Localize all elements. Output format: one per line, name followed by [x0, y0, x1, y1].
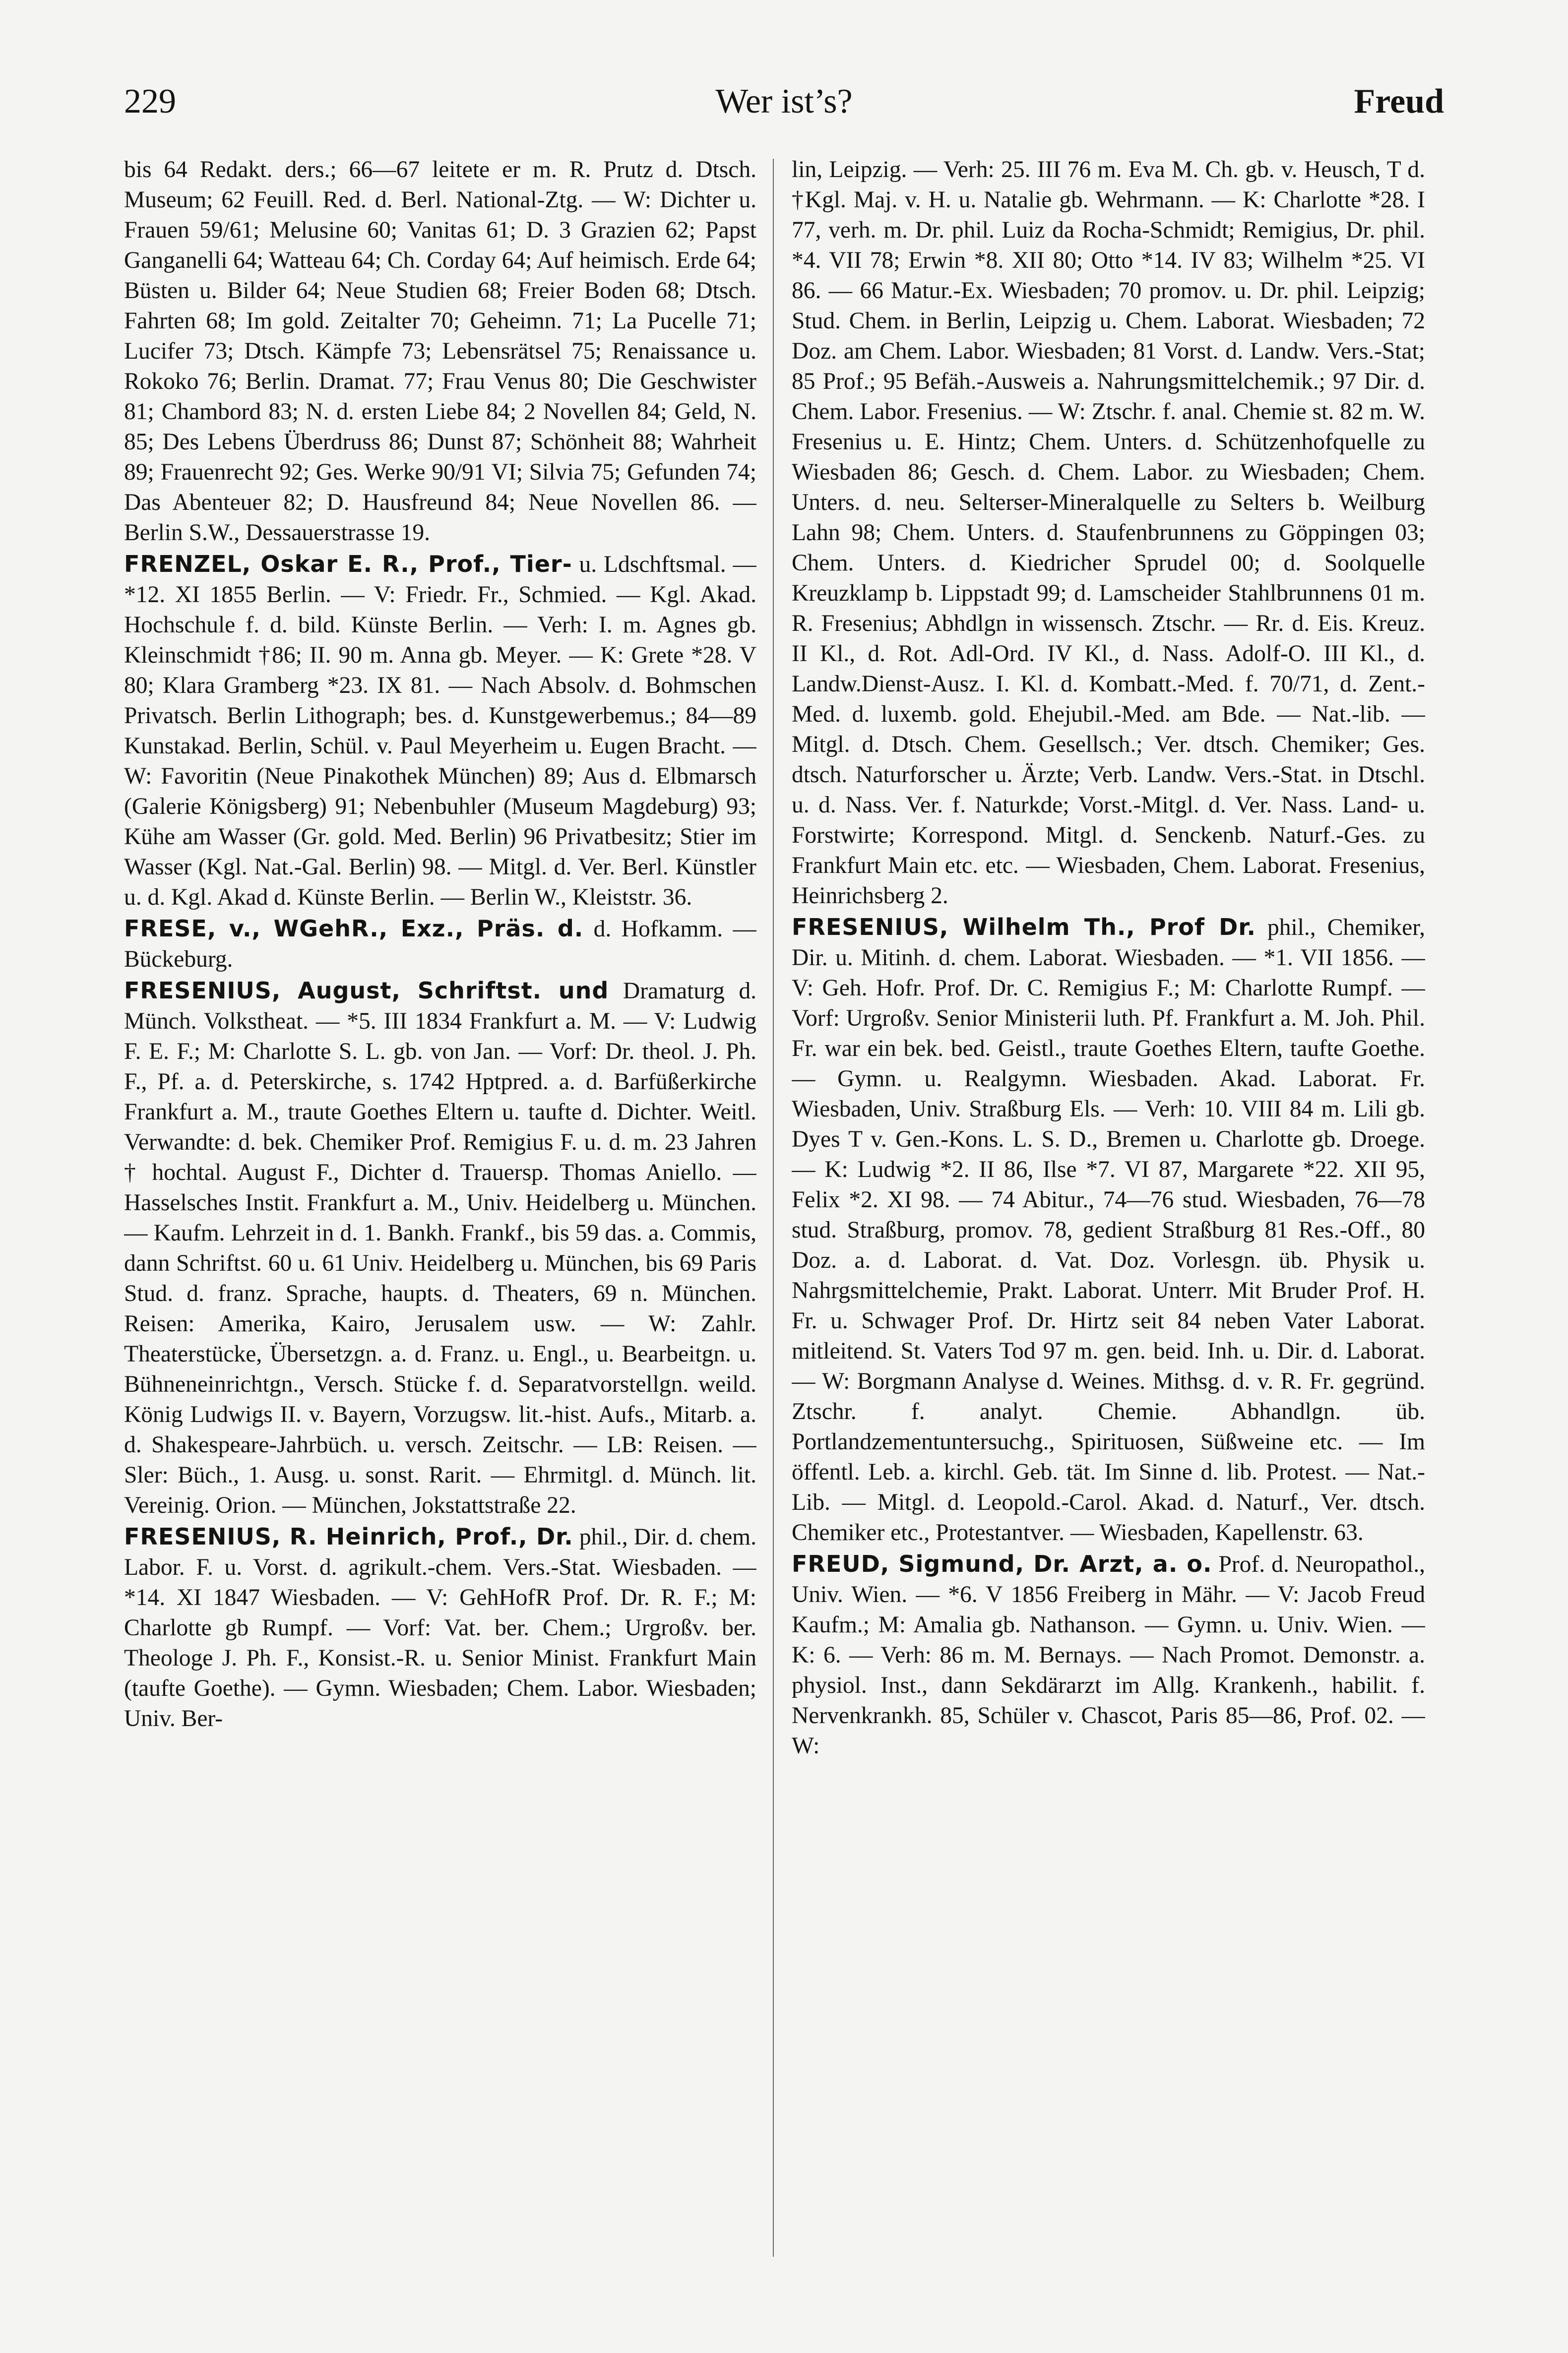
entry [124, 549, 756, 913]
entry-text: bis 64 Redakt. ders.; 66—67 leitete er m. R. Prutz d. Dtsch. Museum; 62 Feuill. Red. d. Berl. National-Ztg. — W: Dichter u. Frauen 59/61; Melusine 60; Vanitas 61; D. 3 Grazien 62; Papst Ganganelli 64; Watteau 64; Ch. Corday 64; Auf heimisch. Erde 64; Büsten u. Bilder 64; Neue Studien 68; Freier Boden 68; Dtsch. Fahrten 68; Im gold. Zeitalter 70; Geheimn. 71; La Pucelle 71; Lucifer 73; Dtsch. Kämpfe 73; Lebensrätsel 75; Renaissance u. Rokoko 76; Berlin. Dramat. 77; Frau Venus 80; Die Geschwister 81; Chambord 83; N. d. ersten Liebe 84; 2 Novellen 84; Geld, N. 85; Des Lebens Überdruss 86; Dunst 87; Schönheit 88; Wahrheit 89; Frauenrecht 92; Ges. Werke 90/91 VI; Silvia 75; Gefunden 74; Das Abenteuer 82; D. Hausfreund 84; Neue Novellen 86. — Berlin S.W., Dessauerstrasse 19. [124, 157, 756, 546]
entry [124, 914, 756, 975]
entry-text: Dramaturg d. Münch. Volkstheat. — *5. III 1834 Frankfurt a. M. — V: Ludwig F. E. F.; M: Charlotte S. L. gb. von Jan. — Vorf: Dr. theol. J. Ph. F., Pf. a. d. Peterskirche, s. 1742 Hptpred. a. d. Barfüßerkirche Frankfurt a. M., traute Goethes Eltern u. taufte d. Dichter. Weitl. Verwandte: d. bek. Chemiker Prof. Remigius F. u. d. m. 23 Jahren † hochtal. August F., Dichter d. Trauersp. Thomas Aniello. — Hasselsches Instit. Frankfurt a. M., Univ. Heidelberg u. München. — Kaufm. Lehrzeit in d. 1. Bankh. Frankf., bis 59 das. a. Commis, dann Schriftst. 60 u. 61 Univ. Heidelberg u. München, bis 69 Paris Stud. d. franz. Sprache, haupts. d. Theaters, 69 n. München. Reisen: Amerika, Kairo, Jerusalem usw. — W: Zahlr. Theaterstücke, Übersetzgn. a. d. Franz. u. Engl., u. Bearbeitgn. u. Bühneneinrichtgn., Versch. Stücke f. d. Separatvorstellgn. weild. König Ludwigs II. v. Bayern, Vorzugsw. lit.-hist. Aufs., Mitarb. a. d. Shakespeare-Jahrbüch. u. versch. Zeitschr. — LB: Reisen. — Sler: Büch., 1. Ausg. u. sonst. Rarit. — Ehrmitgl. d. Münch. lit. Vereinig. Orion. — München, Jokstattstraße 22. [124, 978, 756, 1518]
page-number: 229 [124, 82, 176, 121]
header-keyword: Freud [1354, 82, 1444, 121]
entry-name: FRESENIUS, August, Schriftst. und [124, 977, 609, 1004]
entry-text: d. Hofkamm. — Bückeburg. [124, 916, 756, 972]
entry-name: FRESE, v., WGehR., Exz., Präs. d. [124, 915, 584, 942]
entry [792, 155, 1425, 911]
left-column [124, 155, 756, 2268]
entry-text: phil., Chemiker, Dir. u. Mitinh. d. chem. Laborat. Wiesbaden. — *1. VII 1856. — V: Geh. Hofr. Prof. Dr. C. Remigius F.; M: Charlotte Rumpf. — Vorf: Urgroßv. Senior Ministerii luth. Pf. Frankfurt a. M. Joh. Phil. Fr. war ein bek. bed. Geistl., traute Goethes Eltern, taufte Goethe. — Gymn. u. Realgymn. Wiesbaden. Akad. Laborat. Fr. Wiesbaden, Univ. Straßburg Els. — Verh: 10. VIII 84 m. Lili gb. Dyes T v. Gen.-Kons. L. S. D., Bremen u. Charlotte gb. Droege. — K: Ludwig *2. II 86, Ilse *7. VI 87, Margarete *22. XII 95, Felix *2. XI 98. — 74 Abitur., 74—76 stud. Wiesbaden, 76—78 stud. Straßburg, promov. 78, gedient Straßburg 81 Res.-Off., 80 Doz. a. d. Laborat. d. Vat. Doz. Vorlesgn. üb. Physik u. Nahrgsmittelchemie, Prakt. Laborat. Unterr. Mit Bruder Prof. H. Fr. u. Schwager Prof. Dr. Hirtz seit 84 neben Vater Laborat. mitleitend. St. Vaters Tod 97 m. gen. beid. Inh. u. Dir. d. Laborat. — W: Borgmann Analyse d. Weines. Mithsg. d. v. R. Fr. gegründ. Ztschr. f. analyt. Chemie. Abhandlgn. üb. Portlandzementuntersuchg., Spirituosen, Süßweine etc. — Im öffentl. Leb. a. kirchl. Geb. tät. Im Sinne d. lib. Protest. — Nat.-Lib. — Mitgl. d. Leopold.-Carol. Akad. d. Naturf., Ver. dtsch. Chemiker etc., Protestantver. — Wiesbaden, Kapellenstr. 63. [792, 915, 1425, 1546]
entry-name: FREUD, Sigmund, Dr. Arzt, a. o. [792, 1550, 1212, 1577]
entry-text: u. Ldschftsmal. — *12. XI 1855 Berlin. — V: Friedr. Fr., Schmied. — Kgl. Akad. Hochschule f. d. bild. Künste Berlin. — Verh: I. m. Agnes gb. Kleinschmidt †86; II. 90 m. Anna gb. Meyer. — K: Grete *28. V 80; Klara Gramberg *23. IX 81. — Nach Absolv. d. Bohmschen Privatsch. Berlin Lithograph; bes. d. Kunstgewerbemus.; 84—89 Kunstakad. Berlin, Schül. v. Paul Meyerheim u. Eugen Bracht. — W: Favoritin (Neue Pinakothek München) 89; Aus d. Elbmarsch (Galerie Königsberg) 91; Nebenbuhler (Museum Magdeburg) 93; Kühe am Wasser (Gr. gold. Med. Berlin) 96 Privatbesitz; Stier im Wasser (Kgl. Nat.-Gal. Berlin) 98. — Mitgl. d. Ver. Berl. Künstler u. d. Kgl. Akad d. Künste Berlin. — Berlin W., Kleiststr. 36. [124, 552, 756, 910]
entry [792, 912, 1425, 1548]
page-header [124, 74, 1444, 129]
entry-name: FRESENIUS, Wilhelm Th., Prof Dr. [792, 914, 1256, 940]
entry-text: phil., Dir. d. chem. Labor. F. u. Vorst. d. agrikult.-chem. Vers.-Stat. Wiesbaden. — *14. XI 1847 Wiesbaden. — V: GehHofR Prof. Dr. R. F.; M: Charlotte gb Rumpf. — Vorf: Vat. ber. Chem.; Urgroßv. ber. Theologe J. Ph. F., Konsist.-R. u. Senior Minist. Frankfurt Main (taufte Goethe). — Gymn. Wiesbaden; Chem. Labor. Wiesbaden; Univ. Ber- [124, 1524, 756, 1732]
entry [124, 155, 756, 548]
right-column [792, 155, 1425, 2268]
entry [792, 1549, 1425, 1761]
entry [124, 1522, 756, 1734]
running-title: Wer ist’s? [715, 82, 853, 121]
entry-text: Prof. d. Neuropathol., Univ. Wien. — *6. V 1856 Freiberg in Mähr. — V: Jacob Freud Kaufm.; M: Amalia gb. Nathanson. — Gymn. u. Univ. Wien. — K: 6. — Verh: 86 m. M. Bernays. — Nach Promot. Demonstr. a. physiol. Inst., dann Sekdärarzt im Allg. Krankenh., habilit. f. Nervenkrankh. 85, Schüler v. Chascot, Paris 85—86, Prof. 02. — W: [792, 1551, 1425, 1759]
entry-name: FRENZEL, Oskar E. R., Prof., Tier- [124, 551, 572, 577]
entry-name: FRESENIUS, R. Heinrich, Prof., Dr. [124, 1523, 573, 1550]
column-divider [773, 159, 774, 2257]
entry-text: lin, Leipzig. — Verh: 25. III 76 m. Eva M. Ch. gb. v. Heusch, T d. †Kgl. Maj. v. H. u. Natalie gb. Wehrmann. — K: Charlotte *28. I 77, verh. m. Dr. phil. Luiz da Rocha-Schmidt; Remigius, Dr. phil. *4. VII 78; Erwin *8. XII 80; Otto *14. IV 83; Wilhelm *25. VI 86. — 66 Matur.-Ex. Wiesbaden; 70 promov. u. Dr. phil. Leipzig; Stud. Chem. in Berlin, Leipzig u. Chem. Laborat. Wiesbaden; 72 Doz. am Chem. Labor. Wiesbaden; 81 Vorst. d. Landw. Vers.-Stat; 85 Prof.; 95 Befäh.-Ausweis a. Nahrungsmittelchemik.; 97 Dir. d. Chem. Labor. Fresenius. — W: Ztschr. f. anal. Chemie st. 82 m. W. Fresenius u. E. Hintz; Chem. Unters. d. Schützenhofquelle zu Wiesbaden 86; Gesch. d. Chem. Labor. zu Wiesbaden; Chem. Unters. d. neu. Selterser-Mineralquelle zu Selters b. Weilburg Lahn 98; Chem. Unters. d. Staufenbrunnens zu Göppingen 03; Chem. Unters. d. Kiedricher Sprudel 00; d. Soolquelle Kreuzklamp b. Lippstadt 99; d. Lamscheider Stahlbrunnens 01 m. R. Fresenius; Abhdlgn in wissensch. Ztschr. — Rr. d. Eis. Kreuz. II Kl., d. Rot. Adl-Ord. IV Kl., d. Nass. Adolf-O. III Kl., d. Landw.Dienst-Ausz. I. Kl. d. Kombatt.-Med. f. 70/71, d. Zent.-Med. d. luxemb. gold. Ehejubil.-Med. am Bde. — Nat.-lib. — Mitgl. d. Dtsch. Chem. Gesellsch.; Ver. dtsch. Chemiker; Ges. dtsch. Naturforscher u. Ärzte; Verb. Landw. Vers.-Stat. in Dtschl. u. d. Nass. Ver. f. Naturkde; Vorst.-Mitgl. d. Ver. Nass. Land- u. Forstwirte; Korrespond. Mitgl. d. Senckenb. Naturf.-Ges. zu Frankfurt Main etc. etc. — Wiesbaden, Chem. Laborat. Fresenius, Heinrichsberg 2. [792, 157, 1425, 909]
entry [124, 976, 756, 1521]
